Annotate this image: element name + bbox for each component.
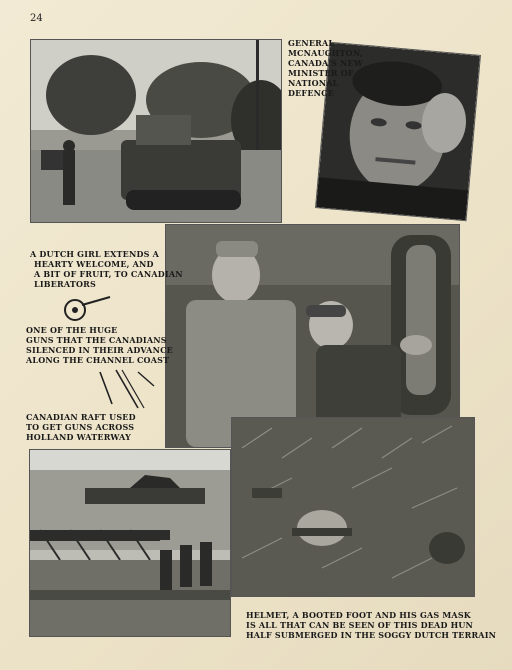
page-number: 24 xyxy=(30,13,43,24)
gun-icon xyxy=(60,295,120,325)
photo-tank-street xyxy=(30,39,282,223)
photo-raft-waterway xyxy=(29,449,231,637)
caption-dutch-girl: A DUTCH GIRL EXTENDS A HEARTY WELCOME, AND A BIT OF FRUIT, TO CANADIAN LIBERATORS xyxy=(30,249,183,289)
caption-guns: ONE OF THE HUGE GUNS THAT THE CANADIANS SILENCED IN THEIR ADVANCE ALONG THE CHANNEL COAST xyxy=(26,325,173,365)
photo-soldiers-barrel xyxy=(165,224,460,448)
photo-helmet-grass xyxy=(231,417,475,597)
caption-raft: CANADIAN RAFT USED TO GET GUNS ACROSS HOLLAND WATERWAY xyxy=(26,412,136,442)
guns-debris-icon xyxy=(98,368,158,412)
caption-helmet: HELMET, A BOOTED FOOT AND HIS GAS MASK IS ALL THAT CAN BE SEEN OF THIS DEAD HUN HALF SUBMERGED IN THE SOGGY DUTCH TERRAIN xyxy=(246,610,497,640)
caption-general: GENERAL MCNAUGHTON, CANADA'S NEW MINISTER OF NATIONAL DEFENCE xyxy=(288,38,364,98)
